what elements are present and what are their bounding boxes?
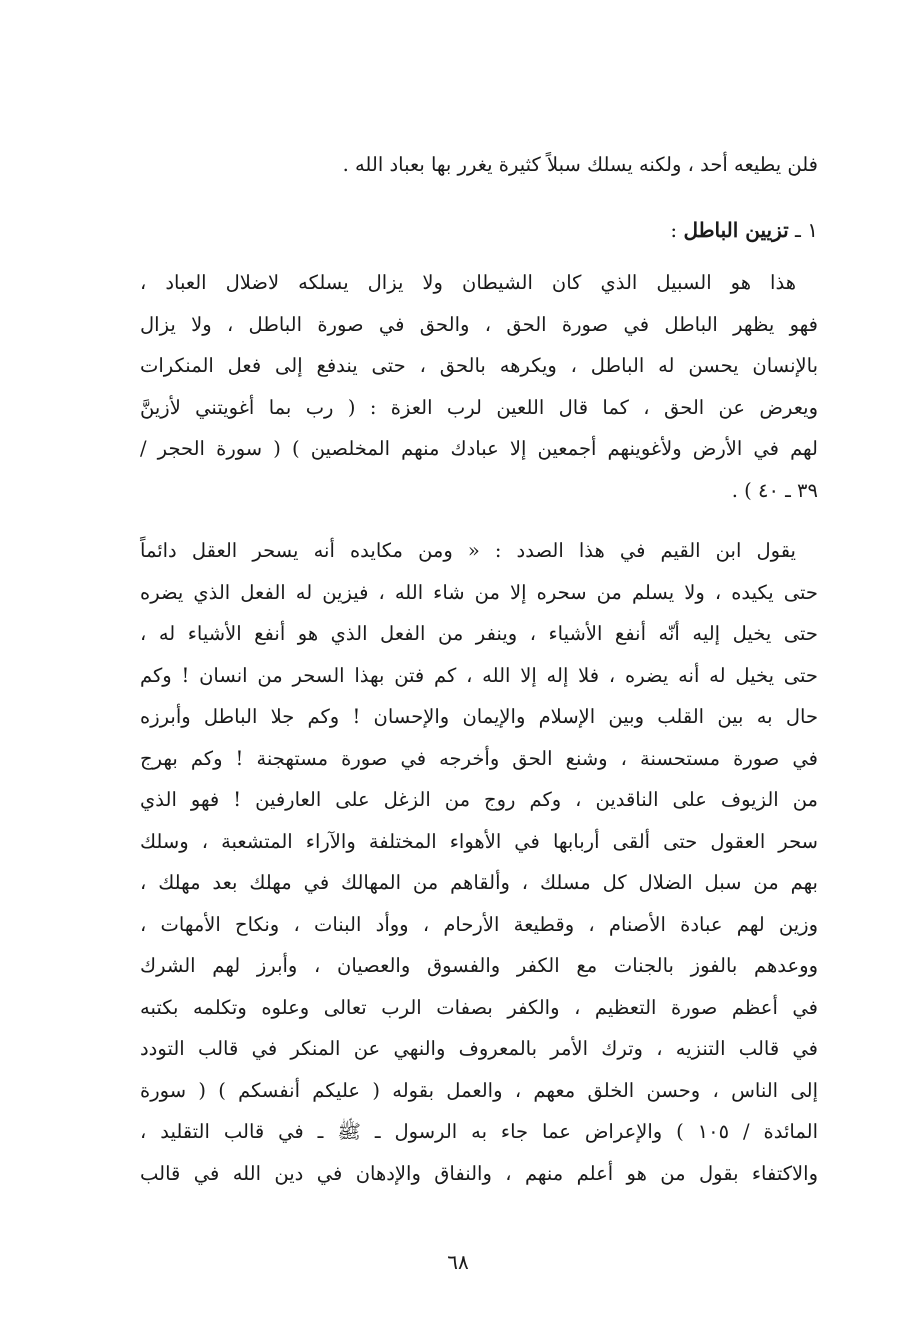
- paragraph-2: [140, 530, 818, 1194]
- paragraph-2-line: حال به بين القلب وبين الإسلام والإيمان والإحسان ! وكم جلا الباطل وأبرزه: [140, 705, 818, 728]
- intro-line: فلن يطيعه أحد ، ولكنه يسلك سبلاً كثيرة يغرر بها بعباد الله .: [342, 153, 818, 176]
- paragraph-2-line: سحر العقول حتى ألقى أربابها في الأهواء المختلفة والآراء المتشعبة ، وسلك: [140, 829, 818, 853]
- paragraph-1-line: هذا هو السبيل الذي كان الشيطان ولا يزال يسلكه لاضلال العباد ،: [140, 271, 796, 294]
- paragraph-2-line: في قالب التنزيه ، وترك الأمر بالمعروف والنهي عن المنكر في قالب التودد: [140, 1037, 818, 1060]
- paragraph-2-line: من الزيوف على الناقدين ، وكم روج من الزغل على العارفين ! فهو الذي: [140, 788, 818, 811]
- paragraph-1-line: بالإنسان يحسن له الباطل ، ويكرهه بالحق ، حتى يندفع إلى فعل المنكرات: [140, 354, 818, 377]
- paragraph-2-line: ووعدهم بالفوز بالجنات مع الكفر والفسوق والعصيان ، وأبرز لهم الشرك: [140, 954, 818, 977]
- paragraph-2-line: حتى يخيل له أنه يضره ، فلا إله إلا الله ، كم فتن بهذا السحر من انسان ! وكم: [140, 663, 818, 687]
- heading-suffix: :: [670, 218, 678, 242]
- paragraph-2-line: إلى الناس ، وحسن الخلق معهم ، والعمل بقوله ( عليكم أنفسكم ) ( سورة: [140, 1078, 818, 1102]
- heading-number: ١ ـ: [795, 218, 818, 242]
- paragraph-2-line: في أعظم صورة التعظيم ، والكفر بصفات الرب تعالى وعلوه وتكلمه بكتبه: [140, 995, 818, 1019]
- paragraph-2-line: وزين لهم عبادة الأصنام ، وقطيعة الأرحام ، ووأد البنات ، ونكاح الأمهات ،: [140, 912, 818, 936]
- paragraph-1-line: ويعرض عن الحق ، كما قال اللعين لرب العزة : ( رب بما أغويتني لأزينَّ: [140, 395, 818, 419]
- paragraph-1-line: فهو يظهر الباطل في صورة الحق ، والحق في صورة الباطل ، ولا يزال: [140, 312, 818, 336]
- paragraph-2-line: حتى يكيده ، ولا يسلم من سحره إلا من شاء الله ، فيزين له الفعل الذي يضره: [140, 580, 818, 604]
- page-number: ٦٨: [447, 1250, 469, 1274]
- paragraph-2-line: والاكتفاء بقول من هو أعلم منهم ، والنفاق والإدهان في دين الله في قالب: [140, 1161, 818, 1185]
- heading-title: تزيين الباطل: [683, 218, 789, 242]
- paragraph-1: [140, 262, 818, 511]
- paragraph-1-line: لهم في الأرض ولأغوينهم أجمعين إلا عبادك منهم المخلصين ) ( سورة الحجر /: [140, 437, 818, 460]
- paragraph-2-line: في صورة مستحسنة ، وشنع الحق وأخرجه في صورة مستهجنة ! وكم بهرج: [140, 746, 818, 770]
- paragraph-2-line: بهم من سبل الضلال كل مسلك ، وألقاهم من المهالك في مهلك بعد مهلك ،: [140, 871, 818, 894]
- paragraph-2-line: المائدة / ١٠٥ ) والإعراض عما جاء به الرسول ـ ﷺ ـ في قالب التقليد ،: [140, 1120, 818, 1143]
- intro-paragraph: [140, 144, 818, 186]
- paragraph-2-line: حتى يخيل إليه أنّه أنفع الأشياء ، وينفر من الفعل الذي هو أنفع الأشياء له ،: [140, 622, 818, 645]
- paragraph-1-line: ٣٩ ـ ٤٠ ) .: [731, 478, 818, 502]
- paragraph-2-line: يقول ابن القيم في هذا الصدد : « ومن مكايده أنه يسحر العقل دائماً: [140, 539, 796, 562]
- section-heading: [140, 210, 818, 250]
